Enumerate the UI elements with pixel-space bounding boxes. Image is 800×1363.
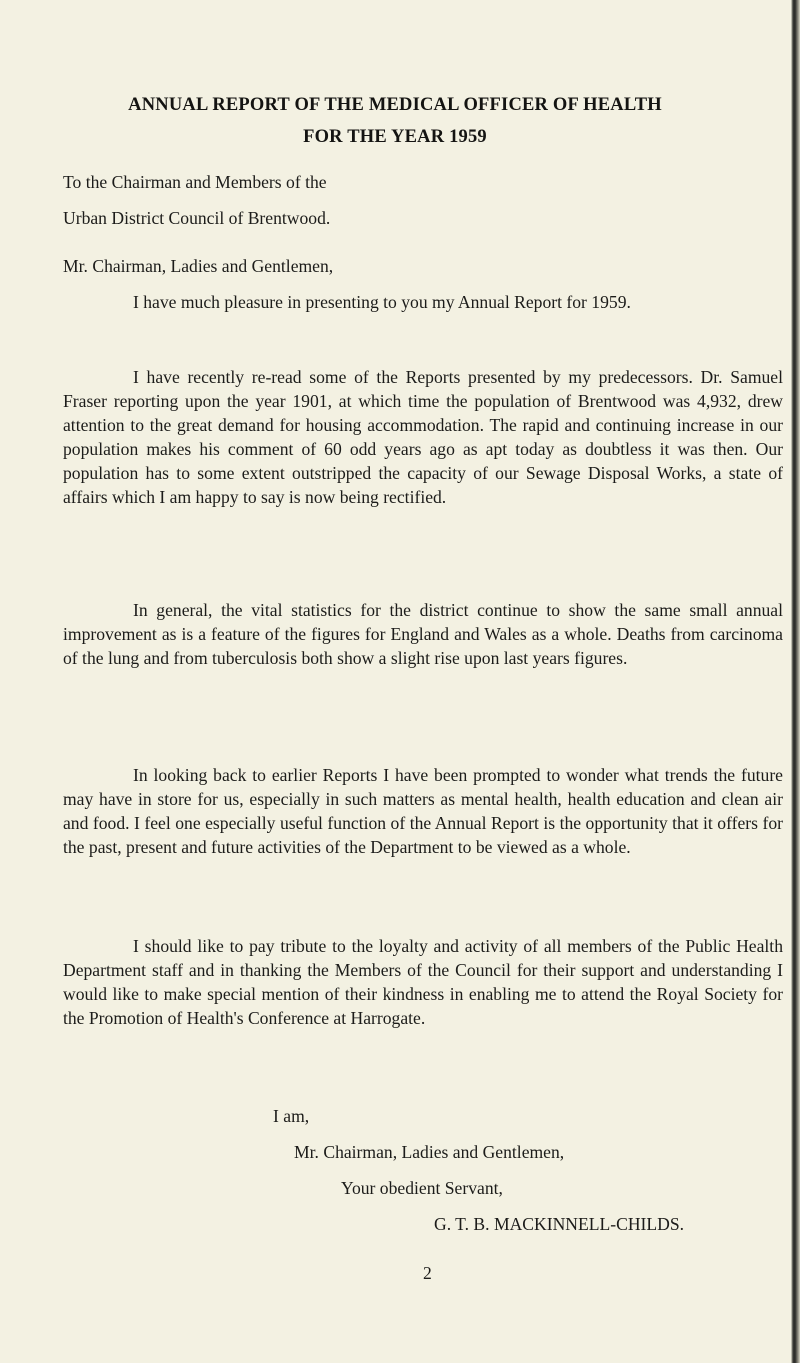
salutation: Mr. Chairman, Ladies and Gentlemen, — [63, 256, 334, 276]
paragraph-1 — [63, 290, 783, 314]
closing-i-am: I am, — [273, 1106, 310, 1126]
paragraph-text: In looking back to earlier Reports I have been prompted to wonder what trends the future may have in store for us, especially in such matters as mental health, health education and clean air and food. I feel one especially useful function of the Annual Report is the opportunity that it offers for the past, present and future activities of the Department to be viewed as a whole. — [63, 765, 783, 857]
paragraph-text: I should like to pay tribute to the loyalty and activity of all members of the Public Health Department staff and in thanking the Members of the Council for their support and understanding I would like to make special mention of their kindness in enabling me to attend the Royal Society for the Promotion of Health's Conference at Harrogate. — [63, 936, 783, 1028]
paragraph-text: In general, the vital statistics for the district continue to show the same small annual improvement as is a feature of the figures for England and Wales as a whole. Deaths from carcinoma of the lung and from tuberculosis both show a slight rise upon last years figures. — [63, 600, 783, 668]
report-title: ANNUAL REPORT OF THE MEDICAL OFFICER OF HEALTH — [128, 95, 662, 115]
address-line-1: To the Chairman and Members of the — [63, 172, 327, 192]
signature: G. T. B. MACKINNELL-CHILDS. — [434, 1214, 685, 1234]
paragraph-5 — [63, 934, 783, 1030]
paragraph-text: I have much pleasure in presenting to you my Annual Report for 1959. — [133, 292, 631, 312]
paragraph-4 — [63, 763, 783, 859]
closing-servant: Your obedient Servant, — [341, 1178, 503, 1198]
report-subtitle: FOR THE YEAR 1959 — [303, 127, 487, 147]
address-line-2: Urban District Council of Brentwood. — [63, 208, 331, 228]
page-binding-edge — [791, 0, 800, 1363]
closing-salutation: Mr. Chairman, Ladies and Gentlemen, — [294, 1142, 565, 1162]
page-number: 2 — [423, 1263, 432, 1283]
paragraph-2 — [63, 365, 783, 509]
paragraph-3 — [63, 598, 783, 670]
paragraph-text: I have recently re-read some of the Reports presented by my predecessors. Dr. Samuel Fraser reporting upon the year 1901, at which time the population of Brentwood was 4,932, drew attention to the great demand for housing accommodation. The rapid and continuing increase in our population makes his comment of 60 odd years ago as apt today as doubtless it was then. Our population has to some extent outstripped the capacity of our Sewage Disposal Works, a state of affairs which I am happy to say is now being rectified. — [63, 367, 783, 507]
